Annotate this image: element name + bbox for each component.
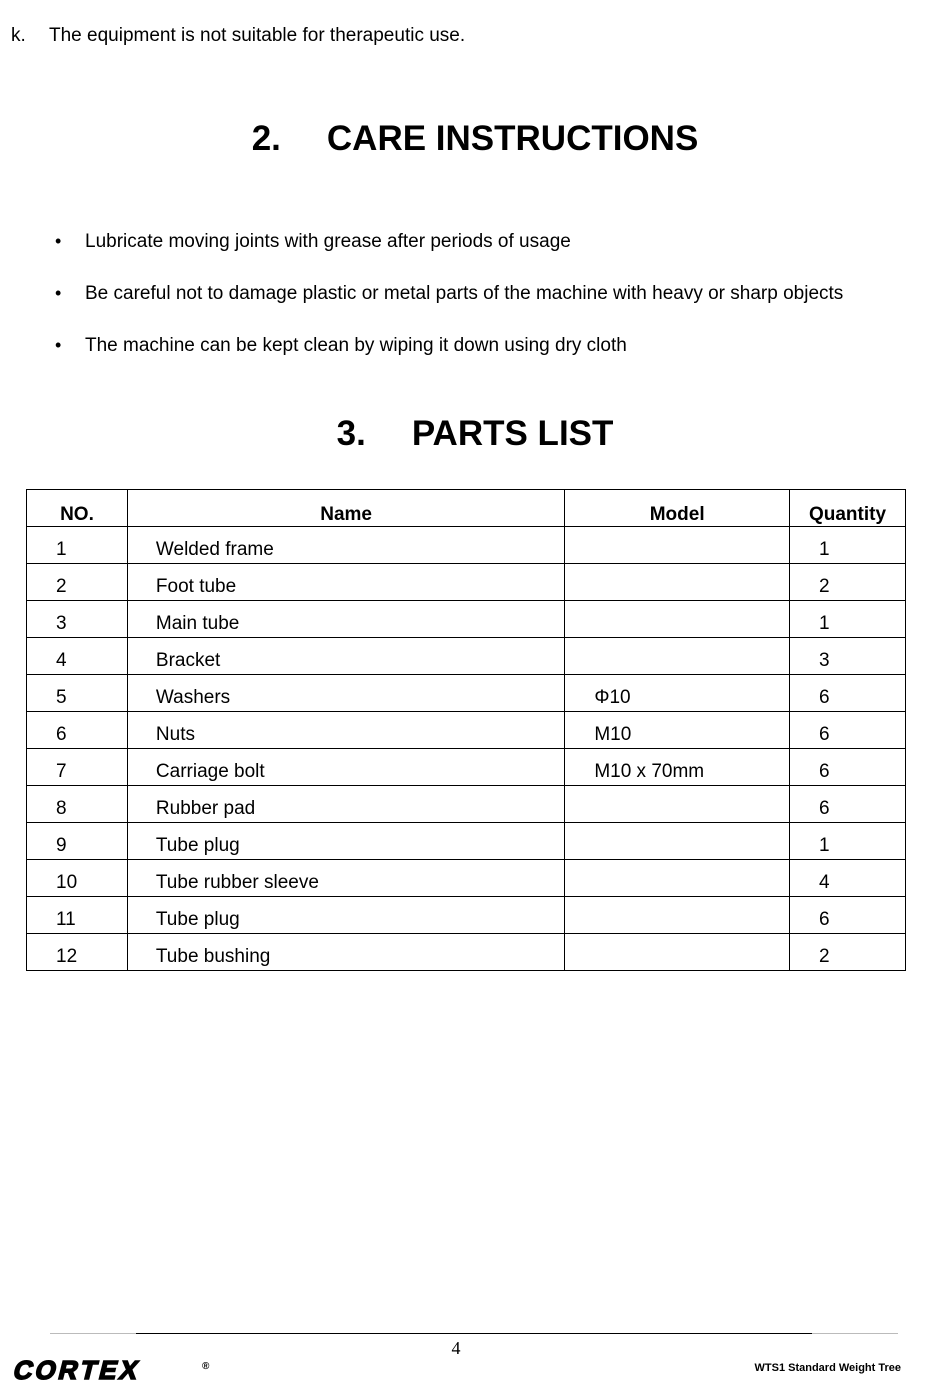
cell-name: Washers [127,675,564,712]
bullet-icon: • [55,231,62,251]
cell-model [565,786,790,823]
parts-table [26,489,906,971]
bullet-icon: • [55,283,62,303]
cell-name: Main tube [127,601,564,638]
cell-no: 2 [27,564,128,601]
cell-no: 6 [27,712,128,749]
cell-name: Bracket [127,638,564,675]
cell-name: Welded frame [127,527,564,564]
cell-no: 8 [27,786,128,823]
cell-model [565,897,790,934]
table-row [27,638,906,675]
cell-model: M10 x 70mm [565,749,790,786]
table-row [27,712,906,749]
section-title: CARE INSTRUCTIONS [326,119,699,158]
cell-quantity: 6 [790,897,906,934]
cell-quantity: 2 [790,564,906,601]
table-row [27,823,906,860]
cell-name: Tube plug [127,897,564,934]
cell-model: Φ10 [565,675,790,712]
cell-quantity: 2 [790,934,906,971]
table-row [27,749,906,786]
table-row [27,897,906,934]
cell-name: Carriage bolt [127,749,564,786]
cell-quantity: 4 [790,860,906,897]
cell-model [565,860,790,897]
care-item-text: Be careful not to damage plastic or metal parts of the machine with heavy or sharp objects [85,283,844,304]
intro-text: The equipment is not suitable for therapeutic use. [49,25,466,46]
table-row [27,860,906,897]
cell-no: 10 [27,860,128,897]
cell-no: 11 [27,897,128,934]
cell-quantity: 6 [790,749,906,786]
cell-quantity: 6 [790,786,906,823]
table-row [27,564,906,601]
table-row [27,786,906,823]
cell-no: 9 [27,823,128,860]
cell-name: Tube plug [127,823,564,860]
cell-no: 1 [27,527,128,564]
cell-model [565,564,790,601]
cell-name: Rubber pad [127,786,564,823]
footer-divider [136,1333,812,1334]
cell-model [565,823,790,860]
column-header-no: NO. [27,490,128,527]
cortex-logo-graphic [10,1355,215,1383]
intro-list-item [11,25,465,47]
cell-no: 12 [27,934,128,971]
parts-list-heading [0,414,950,454]
cortex-logo [10,1355,215,1388]
cell-quantity: 6 [790,675,906,712]
cell-model [565,934,790,971]
cell-no: 4 [27,638,128,675]
table-row [27,675,906,712]
care-instructions-heading [0,119,950,159]
column-header-quantity: Quantity [790,490,906,527]
care-item-text: The machine can be kept clean by wiping it down using dry cloth [85,335,627,356]
cell-quantity: 3 [790,638,906,675]
cell-quantity: 1 [790,601,906,638]
column-header-name: Name [127,490,564,527]
svg-text:CORTEX: CORTEX [10,1355,145,1383]
cell-no: 7 [27,749,128,786]
section-number: 3. [336,414,366,453]
list-letter: k. [11,25,26,46]
table-row [27,601,906,638]
cell-name: Nuts [127,712,564,749]
parts-table-body [27,527,906,971]
cell-name: Foot tube [127,564,564,601]
cell-model: M10 [565,712,790,749]
care-item-text: Lubricate moving joints with grease after periods of usage [85,231,571,252]
cell-no: 5 [27,675,128,712]
cell-no: 3 [27,601,128,638]
cell-name: Tube rubber sleeve [127,860,564,897]
page-number: 4 [451,1338,461,1358]
column-header-model: Model [565,490,790,527]
cell-quantity: 1 [790,527,906,564]
cell-quantity: 1 [790,823,906,860]
table-row [27,527,906,564]
section-title: PARTS LIST [411,414,614,453]
cell-model [565,601,790,638]
table-header-row [27,490,906,527]
document-title: WTS1 Standard Weight Tree [754,1362,901,1374]
cell-model [565,638,790,675]
table-row [27,934,906,971]
cell-name: Tube bushing [127,934,564,971]
cell-quantity: 6 [790,712,906,749]
section-number: 2. [251,119,281,158]
svg-text:®: ® [202,1361,210,1372]
bullet-icon: • [55,335,62,355]
cell-model [565,527,790,564]
